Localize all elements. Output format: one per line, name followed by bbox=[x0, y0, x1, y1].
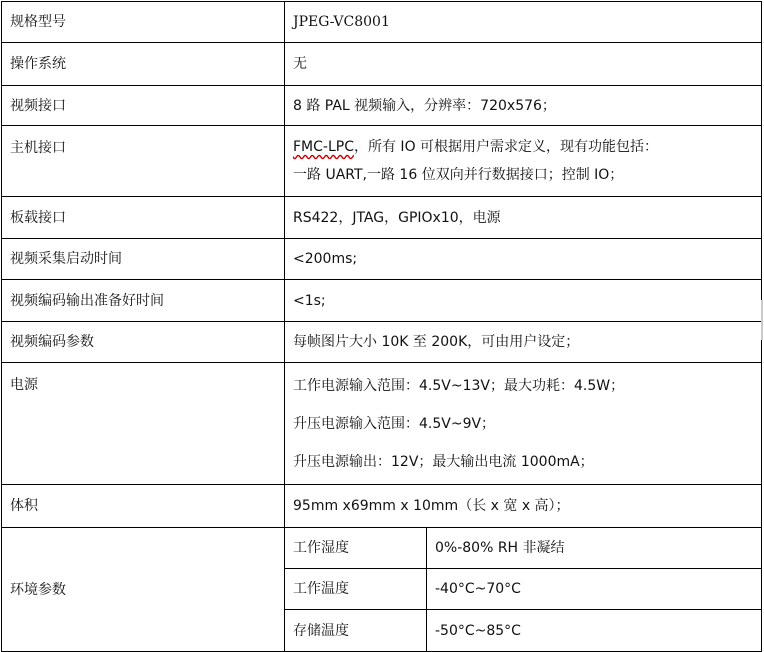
row-value: JPEG-VC8001 bbox=[285, 2, 762, 43]
table-row bbox=[2, 2, 762, 43]
table-row bbox=[2, 322, 762, 363]
row-label: 主机接口 bbox=[2, 126, 285, 197]
row-value-line: 一路 UART,一路 16 位双向并行数据接口；控制 IO； bbox=[293, 167, 624, 183]
table-row bbox=[2, 43, 762, 86]
row-label: 视频编码输出准备好时间 bbox=[2, 280, 285, 322]
row-label: 操作系统 bbox=[2, 43, 285, 86]
row-label: 规格型号 bbox=[2, 2, 285, 43]
env-item-name: 存储温度 bbox=[285, 610, 427, 652]
table-row bbox=[2, 126, 762, 197]
row-value-text: ，所有 IO 可根据用户需求定义，现有功能包括： bbox=[353, 139, 659, 155]
env-item-value: -50°C~85°C bbox=[427, 610, 762, 652]
env-item-value: -40°C~70°C bbox=[427, 569, 762, 610]
row-value: 无 bbox=[285, 43, 762, 86]
row-value: <200ms; bbox=[285, 239, 762, 280]
table-row bbox=[2, 363, 762, 485]
row-label: 电源 bbox=[2, 363, 285, 485]
row-label: 视频接口 bbox=[2, 86, 285, 126]
env-item-name: 工作温度 bbox=[285, 569, 427, 610]
table-row bbox=[2, 528, 762, 569]
env-item-value: 0%-80% RH 非凝结 bbox=[427, 528, 762, 569]
row-value-line: 升压电源输出：12V；最大输出电流 1000mA； bbox=[293, 453, 594, 470]
row-value: RS422，JTAG，GPIOx10，电源 bbox=[285, 197, 762, 239]
spellcheck-word: FMC-LPC bbox=[293, 139, 354, 155]
row-value bbox=[285, 363, 762, 485]
table-row bbox=[2, 86, 762, 126]
row-label: 环境参数 bbox=[2, 528, 285, 652]
row-value: 95mm x69mm x 10mm（长 x 宽 x 高）； bbox=[285, 485, 762, 528]
row-value-line: 工作电源输入范围：4.5V~13V；最大功耗：4.5W； bbox=[293, 377, 625, 394]
row-value-line bbox=[293, 137, 753, 157]
spec-table bbox=[1, 1, 762, 652]
row-label: 视频采集启动时间 bbox=[2, 239, 285, 280]
row-label: 体积 bbox=[2, 485, 285, 528]
table-row bbox=[2, 485, 762, 528]
row-label: 视频编码参数 bbox=[2, 322, 285, 363]
row-value: <1s; bbox=[285, 280, 762, 322]
env-item-name: 工作湿度 bbox=[285, 528, 427, 569]
row-value: 每帧图片大小 10K 至 200K，可由用户设定； bbox=[285, 322, 762, 363]
table-row bbox=[2, 280, 762, 322]
table-row bbox=[2, 197, 762, 239]
row-value: 8 路 PAL 视频输入，分辨率：720x576； bbox=[285, 86, 762, 126]
scrollbar-thumb[interactable] bbox=[761, 300, 763, 340]
row-label: 板载接口 bbox=[2, 197, 285, 239]
row-value bbox=[285, 126, 762, 197]
row-value-line: 升压电源输入范围：4.5V~9V； bbox=[293, 415, 496, 432]
table-row bbox=[2, 239, 762, 280]
